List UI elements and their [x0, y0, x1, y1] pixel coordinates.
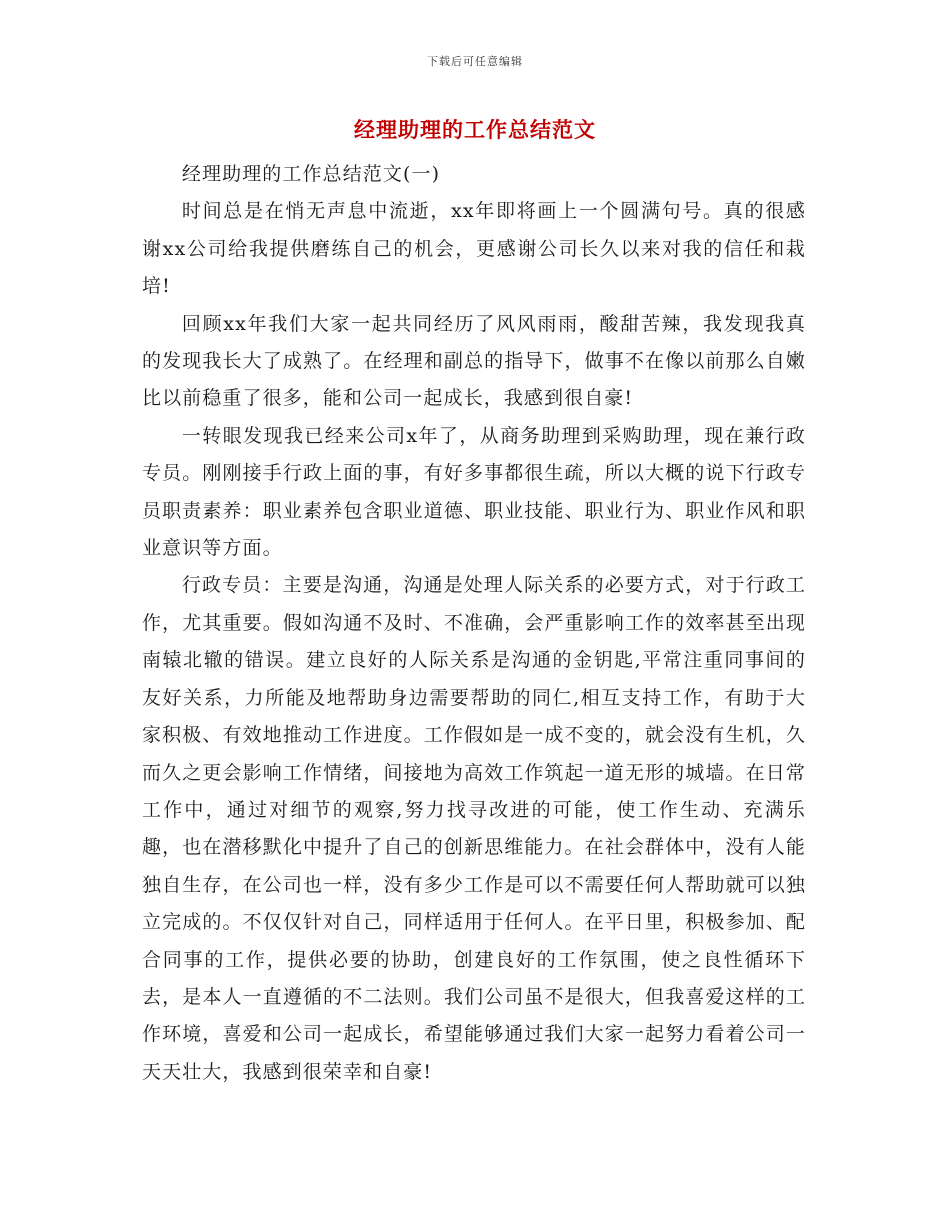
- paragraph-1: 时间总是在悄无声息中流逝，xx年即将画上一个圆满句号。真的很感谢xx公司给我提供磨练自己的机会，更感谢公司长久以来对我的信任和栽培!: [142, 200, 806, 298]
- section-heading: 经理助理的工作总结范文(一): [181, 163, 441, 185]
- document-title: 经理助理的工作总结范文: [354, 118, 596, 142]
- paragraph-2: 回顾xx年我们大家一起共同经历了风风雨雨，酸甜苦辣，我发现我真的发现我长大了成熟了。在经理和副总的指导下，做事不在像以前那么自嫩比以前稳重了很多，能和公司一起成长，我感到很自豪!: [142, 312, 806, 410]
- paragraph-3: 一转眼发现我已经来公司x年了，从商务助理到采购助理，现在兼行政专员。刚刚接手行政上面的事，有好多事都很生疏，所以大概的说下行政专员职责素养：职业素养包含职业道德、职业技能、职业行为、职业作风和职业意识等方面。: [142, 424, 806, 560]
- document-body: [142, 156, 806, 1091]
- header-note: 下载后可任意编辑: [427, 55, 523, 68]
- paragraph-4: 行政专员：主要是沟通，沟通是处理人际关系的必要方式，对于行政工作，尤其重要。假如沟通不及时、不准确，会严重影响工作的效率甚至出现南辕北辙的错误。建立良好的人际关系是沟通的金钥匙,平常注重同事间的友好关系，力所能及地帮助身边需要帮助的同仁,相互支持工作，有助于大家积极、有效地推动工作进度。工作假如是一成不变的，就会没有生机，久而久之更会影响工作情绪，间接地为高效工作筑起一道无形的城墙。在日常工作中，通过对细节的观察,努力找寻改进的可能，使工作生动、充满乐趣，也在潜移默化中提升了自己的创新思维能力。在社会群体中，没有人能独自生存，在公司也一样，没有多少工作是可以不需要任何人帮助就可以独立完成的。不仅仅针对自己，同样适用于任何人。在平日里，积极参加、配合同事的工作，提供必要的协助，创建良好的工作氛围，使之良性循环下去，是本人一直遵循的不二法则。我们公司虽不是很大，但我喜爱这样的工作环境，喜爱和公司一起成长，希望能够通过我们大家一起努力看着公司一天天壮大，我感到很荣幸和自豪!: [142, 574, 806, 1083]
